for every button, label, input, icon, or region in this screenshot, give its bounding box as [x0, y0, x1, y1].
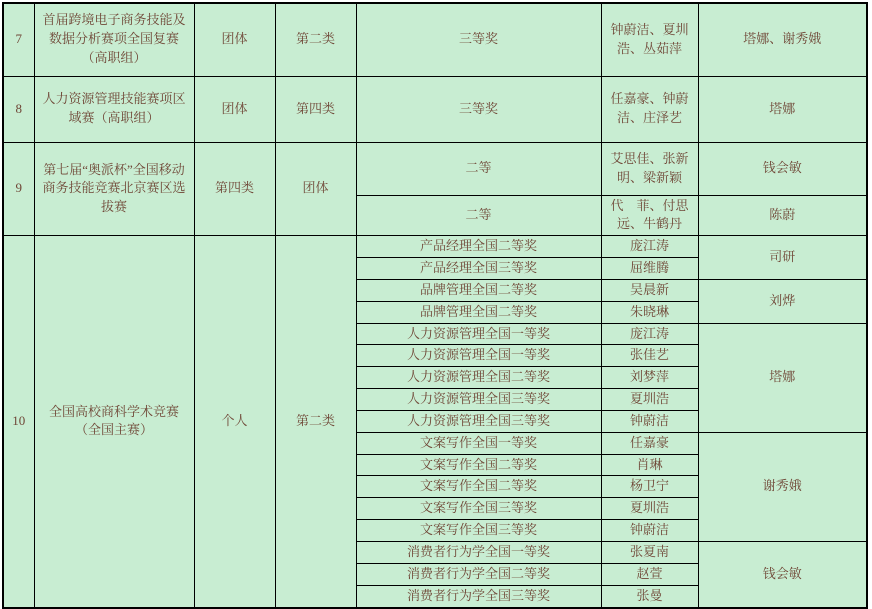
teacher-cell: 谢秀娥: [698, 432, 867, 541]
award-cell: 品牌管理全国二等奖: [356, 279, 601, 301]
category-cell: 第二类: [275, 236, 356, 608]
students-cell: 代 菲、付思远、牛鹤丹: [601, 195, 698, 236]
teacher-cell: 钱会敏: [698, 142, 867, 195]
category-cell: 团体: [275, 142, 356, 236]
teacher-cell: 司研: [698, 236, 867, 280]
entry-type-cell: 第四类: [194, 142, 275, 236]
award-cell: 人力资源管理全国二等奖: [356, 367, 601, 389]
teacher-cell: 塔娜: [698, 323, 867, 432]
award-cell: 人力资源管理全国三等奖: [356, 389, 601, 411]
competition-name-cell: 第七届“奥派杯”全国移动商务技能竞赛北京赛区选拔赛: [34, 142, 194, 236]
students-cell: 刘梦萍: [601, 367, 698, 389]
award-cell: 文案写作全国二等奖: [356, 454, 601, 476]
students-cell: 夏圳浩: [601, 389, 698, 411]
category-cell: 第二类: [275, 3, 356, 76]
students-cell: 艾思佳、张新明、梁新颖: [601, 142, 698, 195]
row-number-cell: 8: [3, 76, 34, 142]
students-cell: 任嘉豪、钟蔚洁、庄泽艺: [601, 76, 698, 142]
row-number-cell: 9: [3, 142, 34, 236]
award-cell: 三等奖: [356, 3, 601, 76]
entry-type-cell: 团体: [194, 3, 275, 76]
students-cell: 钟蔚洁、夏圳浩、丛茹萍: [601, 3, 698, 76]
competition-awards-table: [2, 2, 868, 609]
teacher-cell: 塔娜、谢秀娥: [698, 3, 867, 76]
competition-name-cell: 全国高校商科学术竞赛（全国主赛）: [34, 236, 194, 608]
students-cell: 任嘉豪: [601, 432, 698, 454]
students-cell: 钟蔚洁: [601, 410, 698, 432]
award-cell: 人力资源管理全国一等奖: [356, 345, 601, 367]
students-cell: 庞江涛: [601, 323, 698, 345]
students-cell: 张曼: [601, 585, 698, 607]
teacher-cell: 塔娜: [698, 76, 867, 142]
students-cell: 钟蔚洁: [601, 520, 698, 542]
table-row: [3, 236, 867, 258]
category-cell: 第四类: [275, 76, 356, 142]
award-cell: 文案写作全国一等奖: [356, 432, 601, 454]
students-cell: 朱晓琳: [601, 301, 698, 323]
students-cell: 张佳艺: [601, 345, 698, 367]
award-cell: 品牌管理全国二等奖: [356, 301, 601, 323]
students-cell: 杨卫宁: [601, 476, 698, 498]
award-cell: 消费者行为学全国一等奖: [356, 542, 601, 564]
table-row: [3, 142, 867, 195]
entry-type-cell: 个人: [194, 236, 275, 608]
students-cell: 赵萱: [601, 563, 698, 585]
award-cell: 二等: [356, 142, 601, 195]
award-cell: 消费者行为学全国二等奖: [356, 563, 601, 585]
entry-type-cell: 团体: [194, 76, 275, 142]
students-cell: 夏圳浩: [601, 498, 698, 520]
students-cell: 肖琳: [601, 454, 698, 476]
teacher-cell: 钱会敏: [698, 542, 867, 608]
students-cell: 庞江涛: [601, 236, 698, 258]
students-cell: 张夏南: [601, 542, 698, 564]
award-cell: 文案写作全国二等奖: [356, 476, 601, 498]
table-row: [3, 76, 867, 142]
award-cell: 文案写作全国三等奖: [356, 498, 601, 520]
competition-name-cell: 首届跨境电子商务技能及数据分析赛项全国复赛（高职组）: [34, 3, 194, 76]
award-cell: 产品经理全国二等奖: [356, 236, 601, 258]
table-row: [3, 3, 867, 76]
award-cell: 人力资源管理全国三等奖: [356, 410, 601, 432]
row-number-cell: 7: [3, 3, 34, 76]
award-cell: 消费者行为学全国三等奖: [356, 585, 601, 607]
row-number-cell: 10: [3, 236, 34, 608]
award-cell: 三等奖: [356, 76, 601, 142]
award-cell: 人力资源管理全国一等奖: [356, 323, 601, 345]
award-cell: 二等: [356, 195, 601, 236]
award-cell: 文案写作全国三等奖: [356, 520, 601, 542]
competition-name-cell: 人力资源管理技能赛项区域赛（高职组）: [34, 76, 194, 142]
teacher-cell: 刘烨: [698, 279, 867, 323]
students-cell: 屈维腾: [601, 258, 698, 280]
students-cell: 吴晨新: [601, 279, 698, 301]
teacher-cell: 陈蔚: [698, 195, 867, 236]
award-cell: 产品经理全国三等奖: [356, 258, 601, 280]
